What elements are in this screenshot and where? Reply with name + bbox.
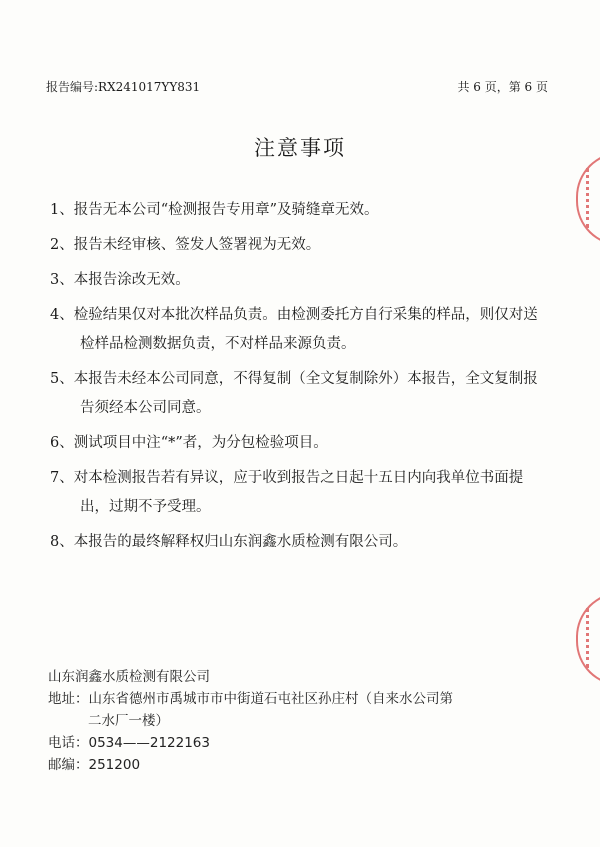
notice-text: 5、本报告未经本公司同意，不得复制（全文复制除外）本报告，全文复制报 [50, 371, 538, 387]
address-cont: 二水厂一楼） [88, 713, 169, 729]
phone: 电话：0534——2122163 [48, 735, 210, 751]
notice-list [50, 196, 562, 563]
page-title: 注意事项 [254, 136, 346, 160]
notice-text: 1、报告无本公司“检测报告专用章”及骑缝章无效。 [50, 202, 379, 218]
notice-text: 8、本报告的最终解释权归山东润鑫水质检测有限公司。 [50, 534, 408, 550]
seal-stamp-icon [576, 152, 600, 246]
notice-text-cont: 检样品检测数据负责，不对样品来源负责。 [80, 336, 356, 352]
address: 地址：山东省德州市禹城市市中街道石屯社区孙庄村（自来水公司第 [48, 691, 453, 707]
notice-item [50, 464, 562, 522]
notice-text: 4、检验结果仅对本批次样品负责。由检测委托方自行采集的样品，则仅对送 [50, 307, 538, 323]
notice-item [50, 231, 562, 260]
notice-text: 2、报告未经审核、签发人签署视为无效。 [50, 237, 321, 253]
postcode: 邮编：251200 [48, 757, 141, 773]
notice-item [50, 301, 562, 359]
report-number: 报告编号:RX241017YY831 [46, 80, 201, 94]
notice-text: 6、测试项目中注“*”者，为分包检验项目。 [50, 435, 328, 451]
notice-item [50, 528, 562, 557]
notice-item [50, 266, 562, 295]
notice-item [50, 429, 562, 458]
company-name: 山东润鑫水质检测有限公司 [48, 669, 210, 685]
notice-text: 7、对本检测报告若有异议，应于收到报告之日起十五日内向我单位书面提 [50, 470, 524, 486]
notice-text: 3、本报告涂改无效。 [50, 272, 190, 288]
seal-stamp-icon [576, 592, 600, 686]
company-info [48, 666, 548, 776]
page-info: 共 6 页，第 6 页 [457, 80, 548, 94]
notice-text-cont: 出，过期不予受理。 [80, 499, 211, 515]
notice-text-cont: 告须经本公司同意。 [80, 400, 211, 416]
notice-item [50, 365, 562, 423]
notice-item [50, 196, 562, 225]
